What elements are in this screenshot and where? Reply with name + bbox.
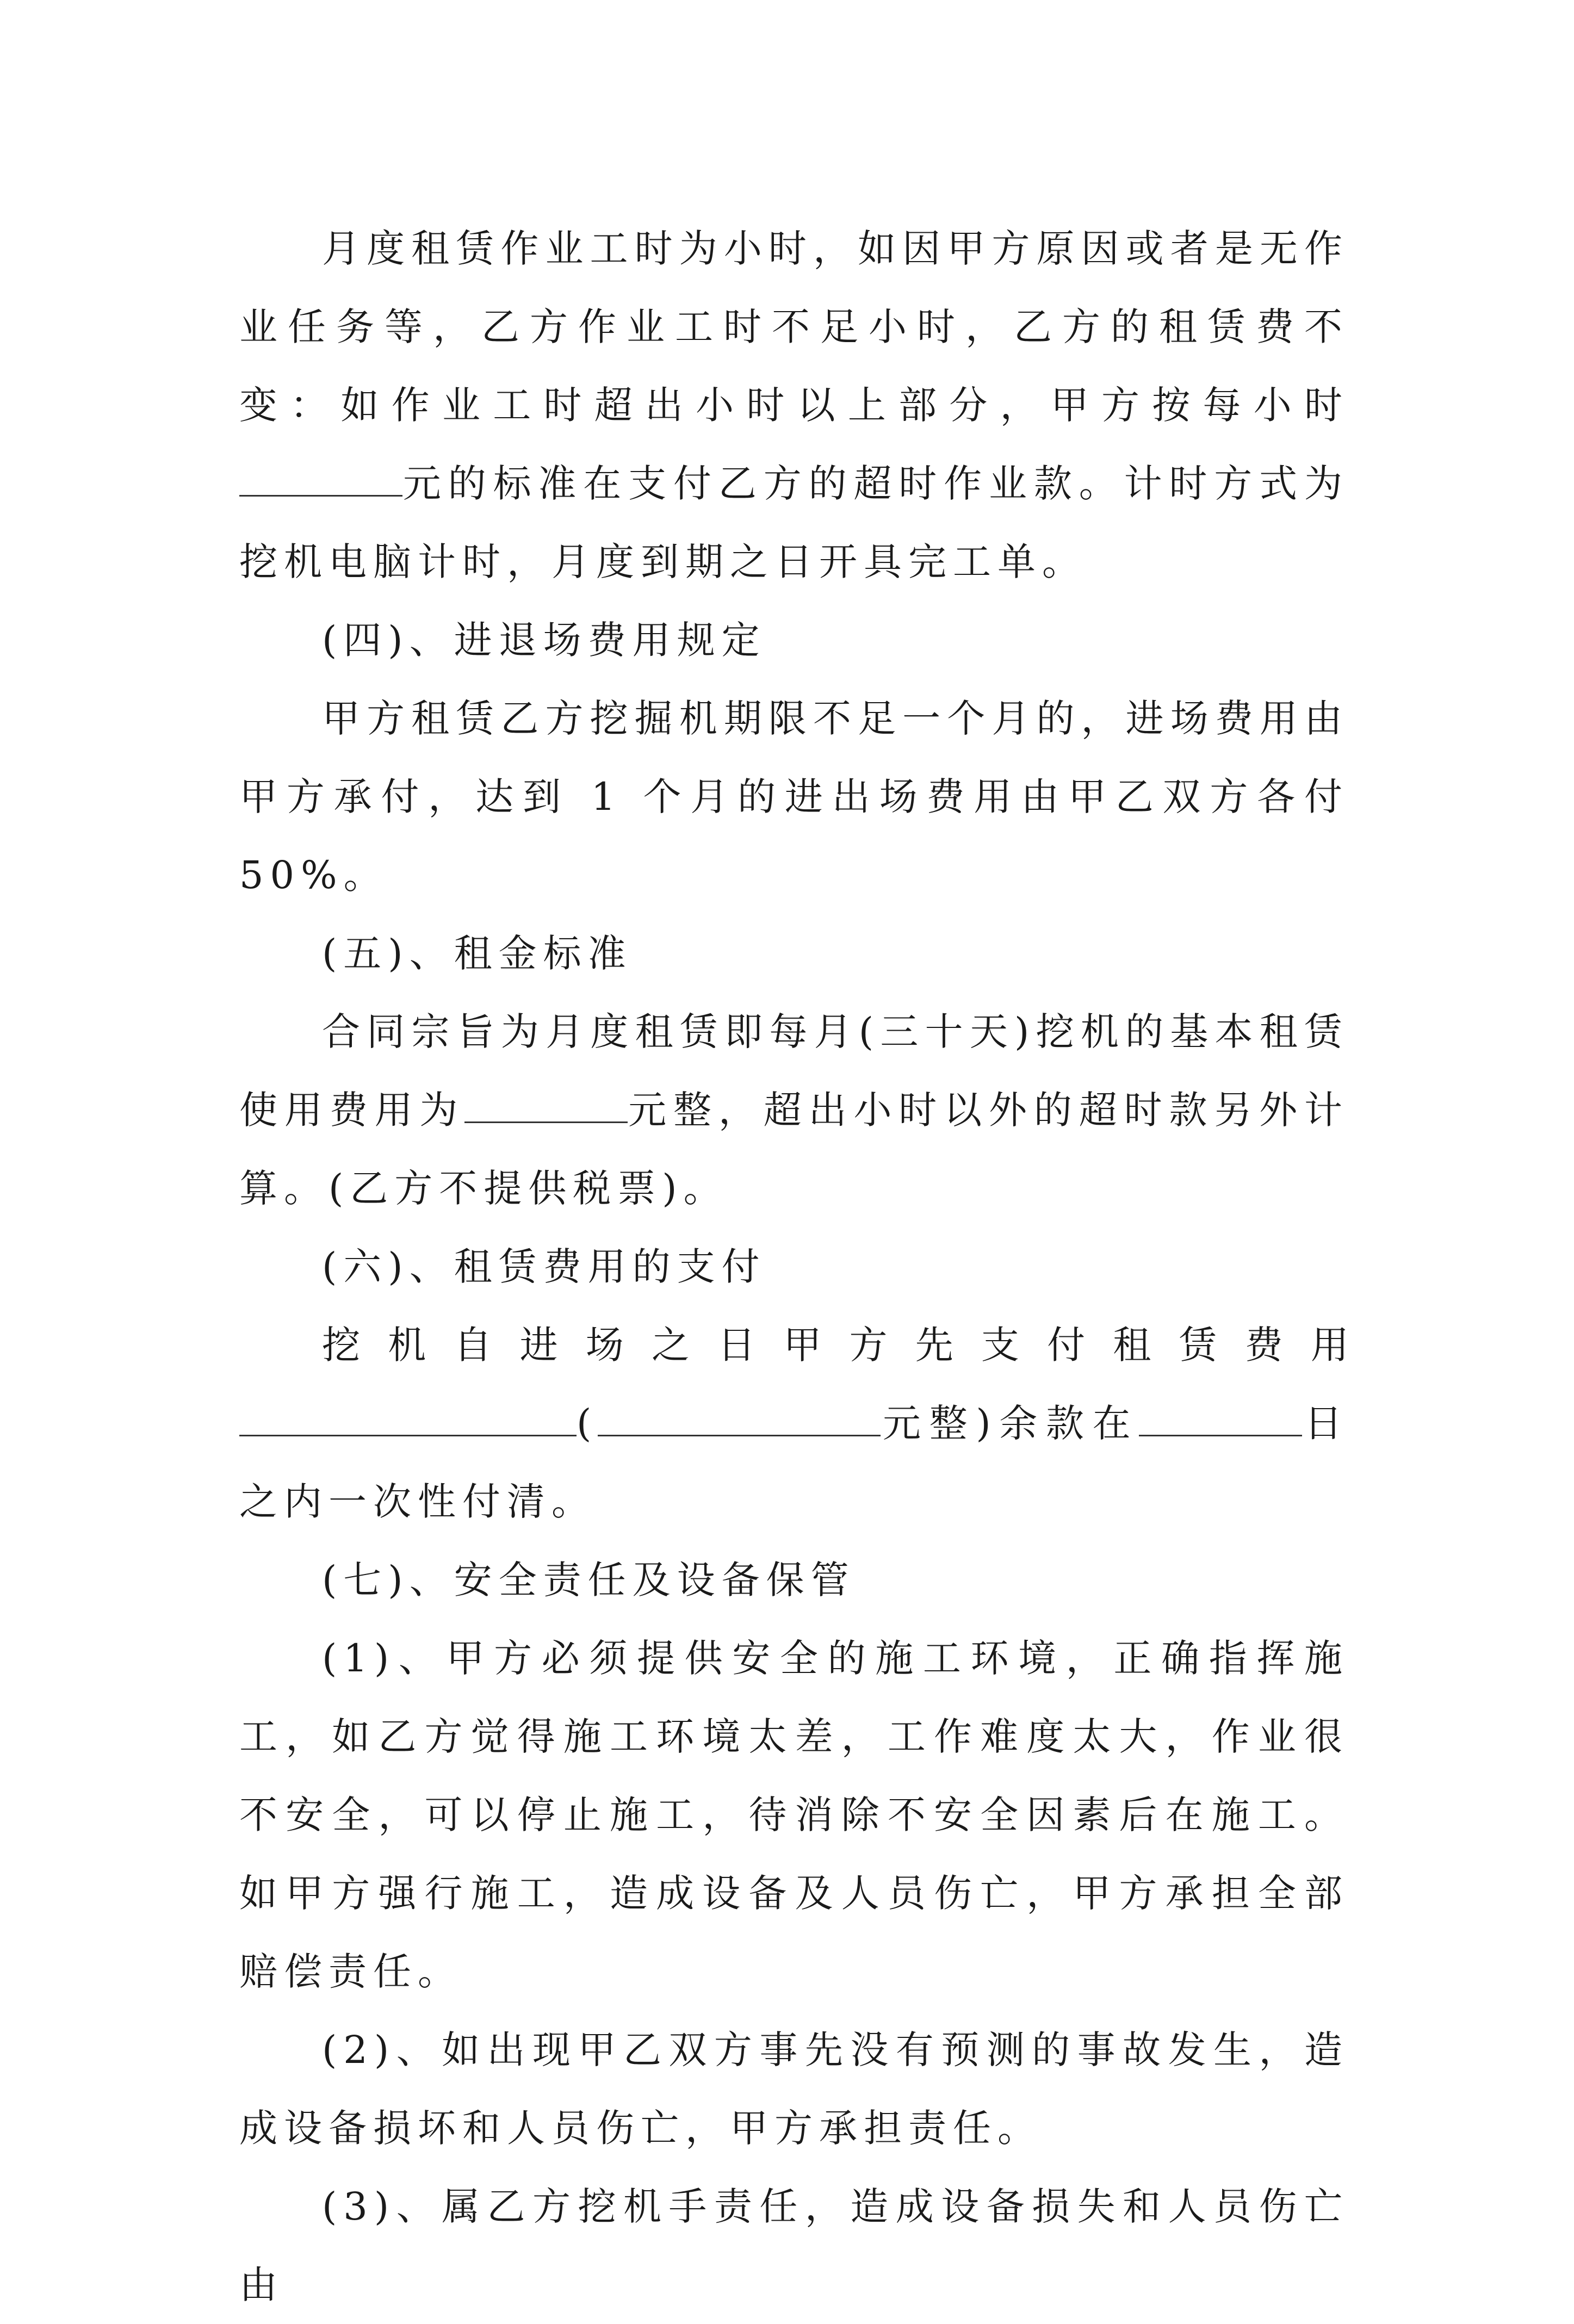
spread-char: 方 — [849, 1323, 888, 1367]
spread-char: 用 — [1310, 1323, 1349, 1367]
balance-days-blank — [1139, 1402, 1302, 1436]
spread-char: 支 — [981, 1323, 1019, 1367]
spread-char: 机 — [388, 1323, 426, 1367]
document-page — [239, 209, 1349, 2324]
section-heading-7: (七)、安全责任及设备保管 — [322, 1558, 856, 1602]
paragraph-overtime — [239, 209, 1349, 601]
advance-payment-blank — [239, 1402, 577, 1436]
spread-char: 费 — [1244, 1323, 1283, 1367]
spread-char: 自 — [454, 1323, 492, 1367]
section-heading-5: (五)、租金标准 — [322, 931, 633, 976]
spread-char: 赁 — [1179, 1323, 1217, 1367]
rent-text: 合同宗旨为月度租赁即每月(三十天)挖机的基本租赁使用费用为 — [239, 1009, 1349, 1132]
section-heading-6: (六)、租赁费用的支付 — [322, 1244, 766, 1289]
spread-char: 甲 — [783, 1323, 822, 1367]
payment-text-end: 日之内一次性付清。 — [239, 1401, 1349, 1524]
spread-char: 挖 — [322, 1323, 360, 1367]
paragraph-entry-exit-fees: 甲方租赁乙方挖掘机期限不足一个月的，进场费用由甲方承付，达到 1 个月的进出场费用由甲乙双方各付 50%。 — [239, 696, 1349, 897]
spread-char: 租 — [1113, 1323, 1151, 1367]
spread-char: 进 — [519, 1323, 558, 1367]
spread-char: 先 — [915, 1323, 953, 1367]
section-heading-4: (四)、进退场费用规定 — [322, 618, 766, 662]
overtime-text-cont: 元的标准在支付乙方的超时作业款。计时方式为挖机电脑计时，月度到期之日开具完工单。 — [239, 461, 1349, 584]
advance-amount-blank — [598, 1402, 881, 1436]
paragraph-payment — [239, 1384, 1349, 1541]
hourly-rate-blank — [239, 462, 402, 497]
spread-char: 日 — [717, 1323, 756, 1367]
spread-char: 付 — [1047, 1323, 1086, 1367]
rent-text-cont: 元整，超出小时以外的超时款另外计算。(乙方不提供税票)。 — [239, 1088, 1349, 1211]
paragraph-safety-3: (3)、属乙方挖机手责任，造成设备损失和人员伤亡由 — [239, 2184, 1349, 2307]
payment-line-spread — [239, 1306, 1349, 1384]
payment-paren: ( — [577, 1401, 598, 1446]
monthly-fee-blank — [464, 1089, 628, 1123]
paragraph-safety-2: (2)、如出现甲乙双方事先没有预测的事故发生，造成设备损坏和人员伤亡，甲方承担责任。 — [239, 2028, 1349, 2151]
spread-char: 场 — [585, 1323, 624, 1367]
spread-char: 之 — [651, 1323, 690, 1367]
paragraph-rent-standard — [239, 993, 1349, 1228]
overtime-text: 月度租赁作业工时为小时，如因甲方原因或者是无作业任务等，乙方作业工时不足小时，乙方的租赁费不变：如作业工时超出小时以上部分，甲方按每小时 — [239, 226, 1349, 427]
paragraph-safety-1: (1)、甲方必须提供安全的施工环境，正确指挥施工，如乙方觉得施工环境太差，工作难度太大，作业很不安全，可以停止施工，待消除不安全因素后在施工。如甲方强行施工，造成设备及人员伤亡，甲方承担全部赔偿责任。 — [239, 1636, 1349, 1994]
payment-text: 元整)余款在 — [881, 1401, 1139, 1446]
